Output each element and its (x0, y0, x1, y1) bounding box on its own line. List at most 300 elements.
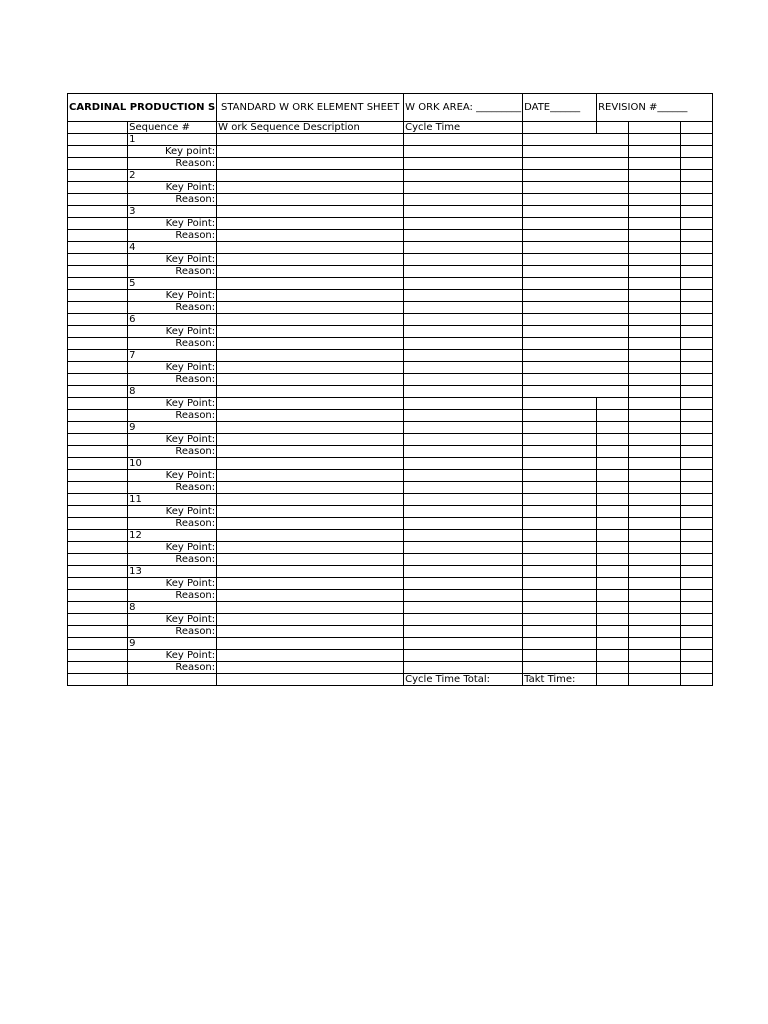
blank-cell (523, 530, 597, 542)
blank-cell (681, 542, 713, 554)
blank-cell (629, 530, 681, 542)
blank-cell (68, 218, 128, 230)
blank-cell (597, 446, 629, 458)
blank-cell (629, 374, 681, 386)
blank-cell (523, 614, 597, 626)
description-cell[interactable] (217, 326, 404, 338)
description-cell[interactable] (217, 158, 404, 170)
description-cell[interactable] (217, 218, 404, 230)
blank-cell (629, 266, 681, 278)
blank-cell (597, 482, 629, 494)
description-cell[interactable] (217, 386, 404, 398)
blank-cell (681, 218, 713, 230)
blank-cell (68, 122, 128, 134)
cycle-time-cell[interactable] (404, 158, 523, 170)
blank-cell (523, 350, 629, 362)
date-field[interactable]: DATE______ (523, 94, 597, 122)
cycle-time-cell[interactable] (404, 386, 523, 398)
blank-cell (597, 554, 629, 566)
step-number: 11 (128, 494, 217, 506)
cycle-time-cell[interactable] (404, 218, 523, 230)
cycle-time-cell[interactable] (404, 482, 523, 494)
blank-cell (681, 134, 713, 146)
cycle-time-cell[interactable] (404, 206, 523, 218)
cycle-time-cell[interactable] (404, 290, 523, 302)
blank-cell (68, 518, 128, 530)
blank-cell (597, 650, 629, 662)
blank-cell (523, 410, 597, 422)
blank-cell (681, 362, 713, 374)
blank-cell (523, 206, 629, 218)
blank-cell (629, 458, 681, 470)
cycle-time-cell[interactable] (404, 458, 523, 470)
blank-cell (523, 290, 629, 302)
blank-cell (629, 602, 681, 614)
description-cell[interactable] (217, 146, 404, 158)
blank-cell (597, 674, 629, 686)
blank-cell (523, 482, 597, 494)
blank-cell (523, 470, 597, 482)
blank-cell (68, 278, 128, 290)
cycle-time-cell[interactable] (404, 446, 523, 458)
blank-cell (523, 626, 597, 638)
description-cell[interactable] (217, 590, 404, 602)
blank-cell (523, 230, 629, 242)
blank-cell (523, 122, 597, 134)
blank-cell (597, 626, 629, 638)
cycle-time-cell[interactable] (404, 494, 523, 506)
blank-cell (629, 434, 681, 446)
description-cell[interactable] (217, 518, 404, 530)
reason-label: Reason: (128, 158, 217, 170)
step-row (68, 494, 713, 506)
blank-cell (68, 542, 128, 554)
blank-cell (681, 374, 713, 386)
description-cell[interactable] (217, 242, 404, 254)
description-cell[interactable] (217, 314, 404, 326)
blank-cell (597, 470, 629, 482)
reason-row (68, 410, 713, 422)
description-cell[interactable] (217, 470, 404, 482)
description-cell[interactable] (217, 554, 404, 566)
work-element-table (67, 93, 713, 686)
reason-row (68, 266, 713, 278)
key-point-label: Key Point: (128, 326, 217, 338)
blank-cell (629, 170, 681, 182)
key-point-label: Key Point: (128, 470, 217, 482)
step-row (68, 278, 713, 290)
reason-label: Reason: (128, 554, 217, 566)
blank-cell (523, 446, 597, 458)
blank-cell (681, 602, 713, 614)
blank-cell (523, 662, 597, 674)
description-cell[interactable] (217, 230, 404, 242)
cycle-time-cell[interactable] (404, 398, 523, 410)
step-number: 9 (128, 422, 217, 434)
blank-cell (629, 122, 681, 134)
reason-row (68, 446, 713, 458)
blank-cell (68, 362, 128, 374)
reason-label: Reason: (128, 482, 217, 494)
reason-label: Reason: (128, 266, 217, 278)
blank-cell (523, 638, 597, 650)
description-cell[interactable] (217, 410, 404, 422)
description-cell[interactable] (217, 266, 404, 278)
cycle-time-cell[interactable] (404, 362, 523, 374)
blank-cell (629, 638, 681, 650)
description-cell[interactable] (217, 542, 404, 554)
blank-cell (68, 410, 128, 422)
blank-cell (68, 494, 128, 506)
cycle-time-total-label: Cycle Time Total: (404, 674, 523, 686)
reason-row (68, 338, 713, 350)
cycle-time-cell[interactable] (404, 374, 523, 386)
blank-cell (681, 458, 713, 470)
description-cell[interactable] (217, 662, 404, 674)
reason-row (68, 230, 713, 242)
step-number: 12 (128, 530, 217, 542)
blank-cell (597, 518, 629, 530)
blank-cell (681, 638, 713, 650)
blank-cell (681, 338, 713, 350)
blank-cell (629, 386, 681, 398)
description-cell[interactable] (217, 614, 404, 626)
blank-cell (68, 434, 128, 446)
cycle-time-cell[interactable] (404, 506, 523, 518)
blank-cell (629, 422, 681, 434)
description-cell[interactable] (217, 506, 404, 518)
description-cell[interactable] (217, 206, 404, 218)
step-row (68, 350, 713, 362)
blank-cell (681, 482, 713, 494)
blank-cell (523, 194, 629, 206)
reason-label: Reason: (128, 194, 217, 206)
blank-cell (597, 530, 629, 542)
cycle-time-cell[interactable] (404, 554, 523, 566)
blank-cell (523, 362, 629, 374)
blank-cell (523, 338, 629, 350)
blank-cell (597, 662, 629, 674)
step-number: 6 (128, 314, 217, 326)
key-point-row (68, 182, 713, 194)
description-column-header: W ork Sequence Description (217, 122, 404, 134)
work-area-field[interactable]: W ORK AREA: _________ (404, 94, 523, 122)
blank-cell (68, 422, 128, 434)
blank-cell (128, 674, 217, 686)
cycle-time-cell[interactable] (404, 266, 523, 278)
cycle-time-cell[interactable] (404, 542, 523, 554)
blank-cell (681, 170, 713, 182)
blank-cell (629, 302, 681, 314)
description-cell[interactable] (217, 350, 404, 362)
blank-cell (68, 446, 128, 458)
blank-cell (68, 266, 128, 278)
blank-cell (68, 530, 128, 542)
description-cell[interactable] (217, 398, 404, 410)
blank-cell (523, 302, 629, 314)
blank-cell (523, 158, 629, 170)
cycle-time-column-header: Cycle Time (404, 122, 523, 134)
description-cell[interactable] (217, 254, 404, 266)
reason-row (68, 518, 713, 530)
blank-cell (681, 590, 713, 602)
cycle-time-cell[interactable] (404, 278, 523, 290)
reason-row (68, 302, 713, 314)
blank-cell (68, 506, 128, 518)
blank-cell (597, 410, 629, 422)
reason-label: Reason: (128, 302, 217, 314)
reason-label: Reason: (128, 230, 217, 242)
blank-cell (681, 446, 713, 458)
blank-cell (681, 206, 713, 218)
cycle-time-cell[interactable] (404, 530, 523, 542)
description-cell[interactable] (217, 290, 404, 302)
blank-cell (597, 614, 629, 626)
key-point-label: Key Point: (128, 290, 217, 302)
key-point-label: Key Point: (128, 362, 217, 374)
reason-row (68, 590, 713, 602)
description-cell[interactable] (217, 278, 404, 290)
blank-cell (68, 170, 128, 182)
description-cell[interactable] (217, 446, 404, 458)
cycle-time-cell[interactable] (404, 422, 523, 434)
cycle-time-cell[interactable] (404, 350, 523, 362)
blank-cell (629, 194, 681, 206)
cycle-time-cell[interactable] (404, 194, 523, 206)
blank-cell (629, 494, 681, 506)
cycle-time-cell[interactable] (404, 638, 523, 650)
cycle-time-cell[interactable] (404, 602, 523, 614)
description-cell[interactable] (217, 638, 404, 650)
blank-cell (681, 122, 713, 134)
cycle-time-cell[interactable] (404, 326, 523, 338)
reason-row (68, 194, 713, 206)
blank-cell (629, 158, 681, 170)
reason-label: Reason: (128, 662, 217, 674)
reason-row (68, 482, 713, 494)
blank-cell (629, 542, 681, 554)
blank-cell (68, 674, 128, 686)
description-cell[interactable] (217, 134, 404, 146)
description-cell[interactable] (217, 626, 404, 638)
cycle-time-cell[interactable] (404, 650, 523, 662)
blank-cell (523, 494, 597, 506)
cycle-time-cell[interactable] (404, 626, 523, 638)
blank-cell (629, 134, 681, 146)
blank-cell (523, 602, 597, 614)
description-cell[interactable] (217, 338, 404, 350)
key-point-label: Key Point: (128, 578, 217, 590)
cycle-time-cell[interactable] (404, 302, 523, 314)
cycle-time-cell[interactable] (404, 434, 523, 446)
reason-label: Reason: (128, 518, 217, 530)
description-cell[interactable] (217, 566, 404, 578)
key-point-label: Key Point: (128, 506, 217, 518)
blank-cell (523, 590, 597, 602)
company-title: CARDINAL PRODUCTION S (68, 94, 217, 122)
description-cell[interactable] (217, 434, 404, 446)
blank-cell (597, 578, 629, 590)
blank-cell (68, 650, 128, 662)
blank-cell (629, 506, 681, 518)
cycle-time-cell[interactable] (404, 662, 523, 674)
description-cell[interactable] (217, 362, 404, 374)
description-cell[interactable] (217, 374, 404, 386)
blank-cell (681, 194, 713, 206)
blank-cell (629, 470, 681, 482)
blank-cell (629, 578, 681, 590)
step-row (68, 206, 713, 218)
reason-row (68, 158, 713, 170)
revision-field[interactable]: REVISION #______ (597, 94, 713, 122)
cycle-time-cell[interactable] (404, 410, 523, 422)
blank-cell (523, 506, 597, 518)
description-cell[interactable] (217, 578, 404, 590)
blank-cell (681, 578, 713, 590)
cycle-time-cell[interactable] (404, 242, 523, 254)
blank-cell (629, 326, 681, 338)
blank-cell (68, 554, 128, 566)
blank-cell (523, 182, 629, 194)
blank-cell (629, 254, 681, 266)
blank-cell (523, 422, 597, 434)
blank-cell (523, 170, 629, 182)
cycle-time-cell[interactable] (404, 566, 523, 578)
key-point-row (68, 614, 713, 626)
blank-cell (217, 674, 404, 686)
description-cell[interactable] (217, 194, 404, 206)
blank-cell (681, 662, 713, 674)
cycle-time-cell[interactable] (404, 146, 523, 158)
description-cell[interactable] (217, 302, 404, 314)
key-point-label: Key Point: (128, 542, 217, 554)
reason-label: Reason: (128, 626, 217, 638)
key-point-row (68, 362, 713, 374)
blank-cell (681, 158, 713, 170)
step-row (68, 566, 713, 578)
description-cell[interactable] (217, 602, 404, 614)
step-row (68, 170, 713, 182)
step-row (68, 134, 713, 146)
blank-cell (523, 314, 629, 326)
description-cell[interactable] (217, 458, 404, 470)
blank-cell (68, 350, 128, 362)
step-number: 9 (128, 638, 217, 650)
cycle-time-cell[interactable] (404, 518, 523, 530)
blank-cell (597, 434, 629, 446)
cycle-time-cell[interactable] (404, 590, 523, 602)
blank-cell (523, 518, 597, 530)
blank-cell (629, 278, 681, 290)
description-cell[interactable] (217, 170, 404, 182)
blank-cell (68, 638, 128, 650)
blank-cell (68, 482, 128, 494)
cycle-time-cell[interactable] (404, 254, 523, 266)
step-row (68, 314, 713, 326)
blank-cell (597, 494, 629, 506)
blank-cell (681, 302, 713, 314)
cycle-time-cell[interactable] (404, 182, 523, 194)
step-row (68, 422, 713, 434)
key-point-row (68, 506, 713, 518)
cycle-time-cell[interactable] (404, 578, 523, 590)
key-point-row (68, 290, 713, 302)
description-cell[interactable] (217, 482, 404, 494)
blank-cell (68, 458, 128, 470)
blank-cell (629, 362, 681, 374)
blank-cell (68, 206, 128, 218)
blank-cell (681, 506, 713, 518)
blank-cell (681, 650, 713, 662)
blank-cell (68, 590, 128, 602)
blank-cell (629, 590, 681, 602)
blank-cell (523, 650, 597, 662)
cycle-time-cell[interactable] (404, 170, 523, 182)
blank-cell (597, 422, 629, 434)
blank-cell (68, 302, 128, 314)
description-cell[interactable] (217, 530, 404, 542)
sheet-title: STANDARD W ORK ELEMENT SHEET (217, 94, 404, 122)
blank-cell (68, 230, 128, 242)
blank-cell (68, 470, 128, 482)
description-cell[interactable] (217, 494, 404, 506)
step-number: 5 (128, 278, 217, 290)
step-number: 4 (128, 242, 217, 254)
blank-cell (523, 266, 629, 278)
blank-cell (68, 578, 128, 590)
key-point-label: Key Point: (128, 398, 217, 410)
cycle-time-cell[interactable] (404, 134, 523, 146)
blank-cell (68, 254, 128, 266)
blank-cell (629, 482, 681, 494)
step-row (68, 530, 713, 542)
takt-time-label: Takt Time: (523, 674, 597, 686)
blank-cell (681, 626, 713, 638)
blank-cell (68, 614, 128, 626)
blank-cell (68, 386, 128, 398)
blank-cell (681, 410, 713, 422)
blank-cell (597, 122, 629, 134)
cycle-time-cell[interactable] (404, 470, 523, 482)
reason-row (68, 554, 713, 566)
blank-cell (681, 278, 713, 290)
blank-cell (681, 314, 713, 326)
key-point-label: Key Point: (128, 434, 217, 446)
blank-cell (629, 218, 681, 230)
cycle-time-cell[interactable] (404, 614, 523, 626)
step-number: 13 (128, 566, 217, 578)
cycle-time-cell[interactable] (404, 230, 523, 242)
blank-cell (629, 314, 681, 326)
blank-cell (629, 650, 681, 662)
key-point-row (68, 146, 713, 158)
blank-cell (681, 422, 713, 434)
blank-cell (629, 146, 681, 158)
blank-cell (597, 602, 629, 614)
cycle-time-cell[interactable] (404, 314, 523, 326)
blank-cell (681, 530, 713, 542)
key-point-row (68, 398, 713, 410)
description-cell[interactable] (217, 650, 404, 662)
step-row (68, 386, 713, 398)
description-cell[interactable] (217, 182, 404, 194)
cycle-time-cell[interactable] (404, 338, 523, 350)
blank-cell (68, 134, 128, 146)
description-cell[interactable] (217, 422, 404, 434)
blank-cell (523, 326, 629, 338)
blank-cell (68, 290, 128, 302)
blank-cell (681, 398, 713, 410)
